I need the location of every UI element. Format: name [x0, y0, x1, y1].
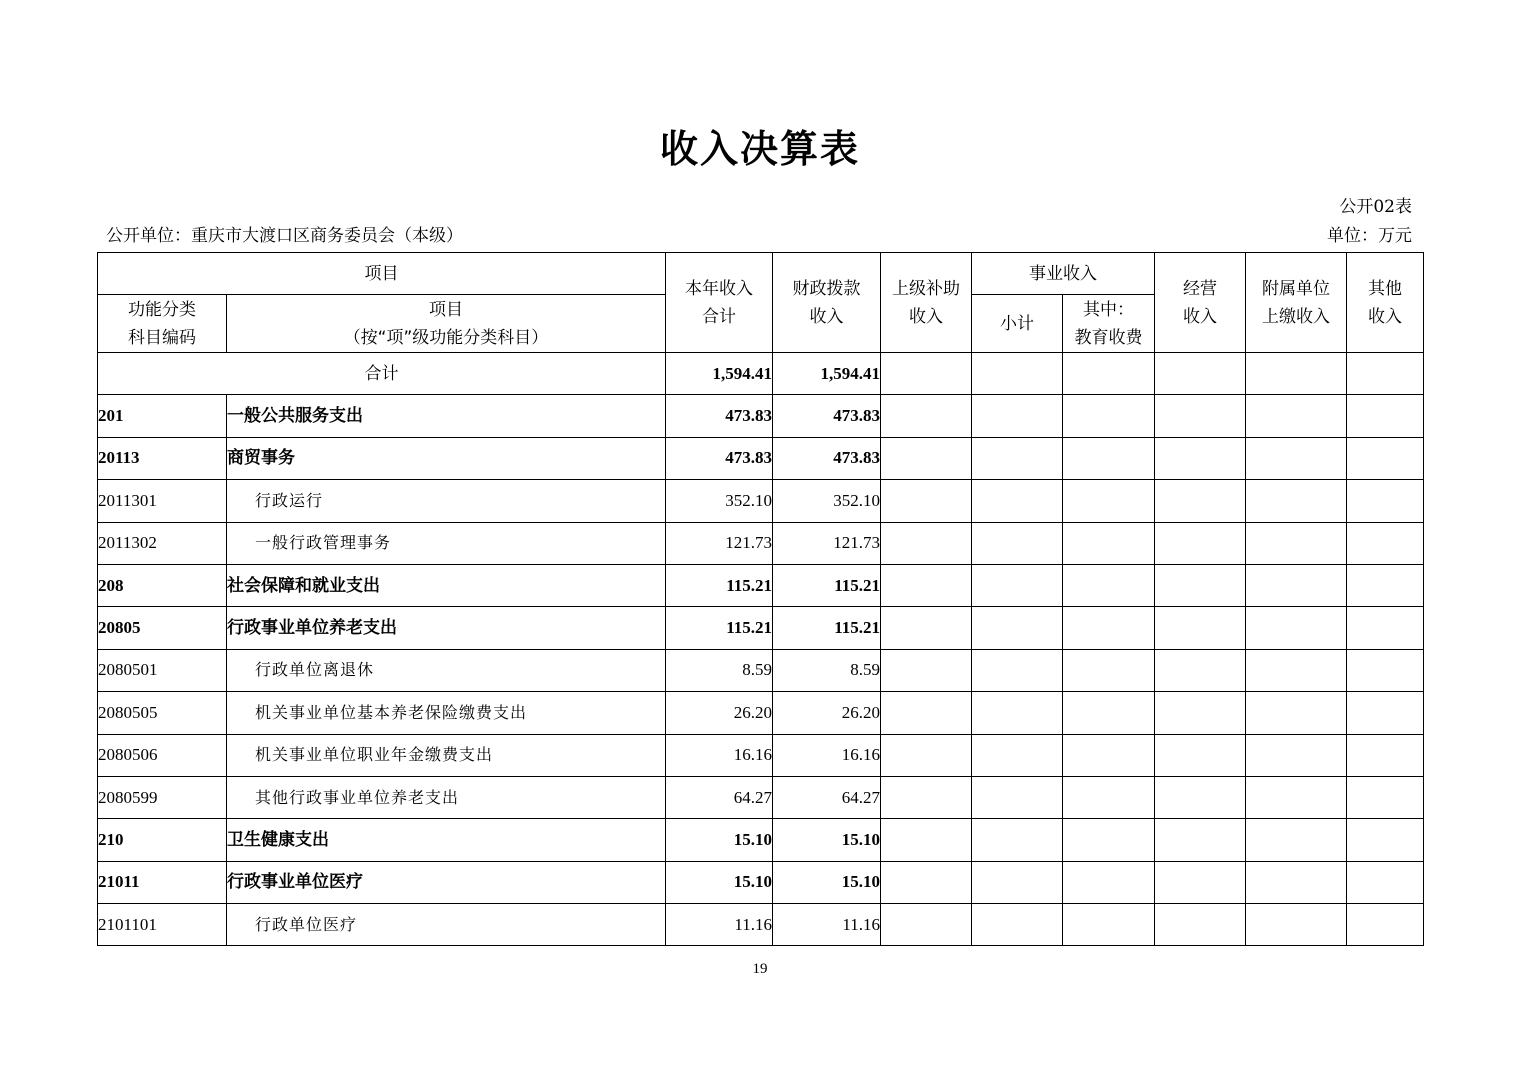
empty-cell	[1347, 861, 1424, 903]
header-function-code: 功能分类 科目编码	[98, 295, 227, 353]
empty-cell	[1246, 649, 1347, 691]
empty-cell	[972, 522, 1063, 564]
table-row	[98, 861, 1424, 903]
row-code: 20113	[98, 437, 227, 479]
row-code: 2080505	[98, 692, 227, 734]
empty-cell	[972, 607, 1063, 649]
row-name: 其他行政事业单位养老支出	[227, 776, 666, 818]
empty-cell	[1347, 692, 1424, 734]
header-year-total: 本年收入 合计	[666, 253, 773, 353]
row-name: 行政运行	[227, 480, 666, 522]
header-superior-subsidy: 上级补助 收入	[881, 253, 972, 353]
empty-cell	[881, 861, 972, 903]
table-row	[98, 649, 1424, 691]
empty-cell	[972, 649, 1063, 691]
empty-cell	[1063, 904, 1155, 946]
empty-cell	[881, 522, 972, 564]
table-row	[98, 819, 1424, 861]
row-fiscal: 15.10	[773, 819, 881, 861]
empty-cell	[1347, 904, 1424, 946]
row-name: 商贸事务	[227, 437, 666, 479]
row-total: 64.27	[666, 776, 773, 818]
row-code: 2011302	[98, 522, 227, 564]
empty-cell	[972, 437, 1063, 479]
row-total: 8.59	[666, 649, 773, 691]
empty-cell	[1246, 692, 1347, 734]
row-name: 一般行政管理事务	[227, 522, 666, 564]
empty-cell	[1155, 734, 1246, 776]
empty-cell	[1063, 776, 1155, 818]
row-name: 行政事业单位养老支出	[227, 607, 666, 649]
header-fiscal-allocation: 财政拨款 收入	[773, 253, 881, 353]
row-name: 行政单位医疗	[227, 904, 666, 946]
empty-cell	[1246, 819, 1347, 861]
row-fiscal: 473.83	[773, 437, 881, 479]
empty-cell	[881, 692, 972, 734]
row-name: 卫生健康支出	[227, 819, 666, 861]
table-row	[98, 522, 1424, 564]
empty-cell	[1155, 692, 1246, 734]
row-total: 15.10	[666, 861, 773, 903]
empty-cell	[1347, 437, 1424, 479]
row-fiscal: 121.73	[773, 522, 881, 564]
row-code: 2011301	[98, 480, 227, 522]
reporting-unit: 公开单位：重庆市大渡口区商务委员会（本级）	[106, 226, 463, 246]
row-code: 2080599	[98, 776, 227, 818]
empty-cell	[1347, 564, 1424, 606]
header-project: 项目	[98, 253, 666, 295]
row-code: 208	[98, 564, 227, 606]
report-title: 收入决算表	[659, 127, 860, 171]
table-row	[98, 564, 1424, 606]
empty-cell	[881, 649, 972, 691]
empty-cell	[1155, 395, 1246, 437]
empty-cell	[1155, 564, 1246, 606]
empty-cell	[1063, 607, 1155, 649]
row-fiscal: 115.21	[773, 564, 881, 606]
empty-cell	[1063, 522, 1155, 564]
empty-cell	[1063, 649, 1155, 691]
row-fiscal: 64.27	[773, 776, 881, 818]
empty-cell	[881, 353, 972, 395]
currency-unit: 单位：万元	[1327, 226, 1412, 246]
empty-cell	[1155, 904, 1246, 946]
empty-cell	[972, 353, 1063, 395]
empty-cell	[972, 480, 1063, 522]
row-fiscal: 473.83	[773, 395, 881, 437]
row-name: 行政事业单位医疗	[227, 861, 666, 903]
empty-cell	[1155, 819, 1246, 861]
empty-cell	[1155, 861, 1246, 903]
empty-cell	[1155, 649, 1246, 691]
row-total: 16.16	[666, 734, 773, 776]
empty-cell	[1246, 564, 1347, 606]
empty-cell	[1155, 437, 1246, 479]
row-code: 20805	[98, 607, 227, 649]
row-fiscal: 8.59	[773, 649, 881, 691]
empty-cell	[972, 564, 1063, 606]
empty-cell	[881, 776, 972, 818]
row-code: 2101101	[98, 904, 227, 946]
empty-cell	[1063, 564, 1155, 606]
row-code: 2080506	[98, 734, 227, 776]
table-row	[98, 776, 1424, 818]
empty-cell	[1063, 437, 1155, 479]
table-row	[98, 607, 1424, 649]
empty-cell	[1246, 607, 1347, 649]
empty-cell	[881, 734, 972, 776]
form-number: 公开02表	[1339, 197, 1412, 217]
row-fiscal: 352.10	[773, 480, 881, 522]
row-name: 机关事业单位职业年金缴费支出	[227, 734, 666, 776]
empty-cell	[1347, 480, 1424, 522]
empty-cell	[1347, 819, 1424, 861]
empty-cell	[881, 437, 972, 479]
empty-cell	[1063, 395, 1155, 437]
empty-cell	[1155, 480, 1246, 522]
row-total: 115.21	[666, 607, 773, 649]
empty-cell	[1246, 776, 1347, 818]
empty-cell	[1347, 607, 1424, 649]
table-row	[98, 734, 1424, 776]
empty-cell	[1246, 904, 1347, 946]
header-education-fee: 其中： 教育收费	[1063, 295, 1155, 353]
empty-cell	[881, 480, 972, 522]
income-table	[97, 252, 1424, 946]
total-label: 合计	[98, 353, 666, 395]
empty-cell	[1063, 734, 1155, 776]
empty-cell	[1347, 776, 1424, 818]
row-name: 行政单位离退休	[227, 649, 666, 691]
empty-cell	[881, 564, 972, 606]
row-fiscal: 11.16	[773, 904, 881, 946]
row-total: 121.73	[666, 522, 773, 564]
empty-cell	[1246, 734, 1347, 776]
header-operating-income: 经营 收入	[1155, 253, 1246, 353]
row-fiscal: 115.21	[773, 607, 881, 649]
table-row	[98, 692, 1424, 734]
empty-cell	[1246, 522, 1347, 564]
row-code: 2080501	[98, 649, 227, 691]
empty-cell	[972, 819, 1063, 861]
row-total: 26.20	[666, 692, 773, 734]
empty-cell	[1246, 437, 1347, 479]
empty-cell	[1063, 692, 1155, 734]
empty-cell	[1246, 480, 1347, 522]
empty-cell	[972, 776, 1063, 818]
empty-cell	[1347, 734, 1424, 776]
empty-cell	[1246, 861, 1347, 903]
row-code: 210	[98, 819, 227, 861]
row-code: 21011	[98, 861, 227, 903]
empty-cell	[881, 904, 972, 946]
table-row	[98, 904, 1424, 946]
row-total: 473.83	[666, 395, 773, 437]
empty-cell	[1063, 353, 1155, 395]
row-total: 15.10	[666, 819, 773, 861]
empty-cell	[881, 395, 972, 437]
row-total: 115.21	[666, 564, 773, 606]
row-name: 一般公共服务支出	[227, 395, 666, 437]
row-name: 社会保障和就业支出	[227, 564, 666, 606]
table-row	[98, 437, 1424, 479]
empty-cell	[972, 904, 1063, 946]
empty-cell	[881, 819, 972, 861]
total-row	[98, 353, 1424, 395]
row-total: 473.83	[666, 437, 773, 479]
empty-cell	[972, 734, 1063, 776]
table-row	[98, 395, 1424, 437]
header-item: 项目 （按“项”级功能分类科目）	[227, 295, 666, 353]
total-year-income: 1,594.41	[666, 353, 773, 395]
row-fiscal: 16.16	[773, 734, 881, 776]
row-total: 352.10	[666, 480, 773, 522]
empty-cell	[1063, 861, 1155, 903]
empty-cell	[1246, 353, 1347, 395]
empty-cell	[972, 692, 1063, 734]
empty-cell	[1155, 607, 1246, 649]
empty-cell	[972, 861, 1063, 903]
empty-cell	[1155, 776, 1246, 818]
empty-cell	[1155, 522, 1246, 564]
header-career-income: 事业收入	[972, 253, 1155, 295]
empty-cell	[972, 395, 1063, 437]
page-number: 19	[752, 961, 768, 977]
row-code: 201	[98, 395, 227, 437]
empty-cell	[1347, 522, 1424, 564]
row-fiscal: 15.10	[773, 861, 881, 903]
header-affiliated-income: 附属单位 上缴收入	[1246, 253, 1347, 353]
empty-cell	[1155, 353, 1246, 395]
empty-cell	[1347, 353, 1424, 395]
total-fiscal-income: 1,594.41	[773, 353, 881, 395]
empty-cell	[1347, 395, 1424, 437]
empty-cell	[1246, 395, 1347, 437]
header-other-income: 其他 收入	[1347, 253, 1424, 353]
row-fiscal: 26.20	[773, 692, 881, 734]
row-name: 机关事业单位基本养老保险缴费支出	[227, 692, 666, 734]
empty-cell	[1063, 480, 1155, 522]
empty-cell	[1063, 819, 1155, 861]
empty-cell	[881, 607, 972, 649]
empty-cell	[1347, 649, 1424, 691]
header-subtotal: 小计	[972, 295, 1063, 353]
table-row	[98, 480, 1424, 522]
row-total: 11.16	[666, 904, 773, 946]
